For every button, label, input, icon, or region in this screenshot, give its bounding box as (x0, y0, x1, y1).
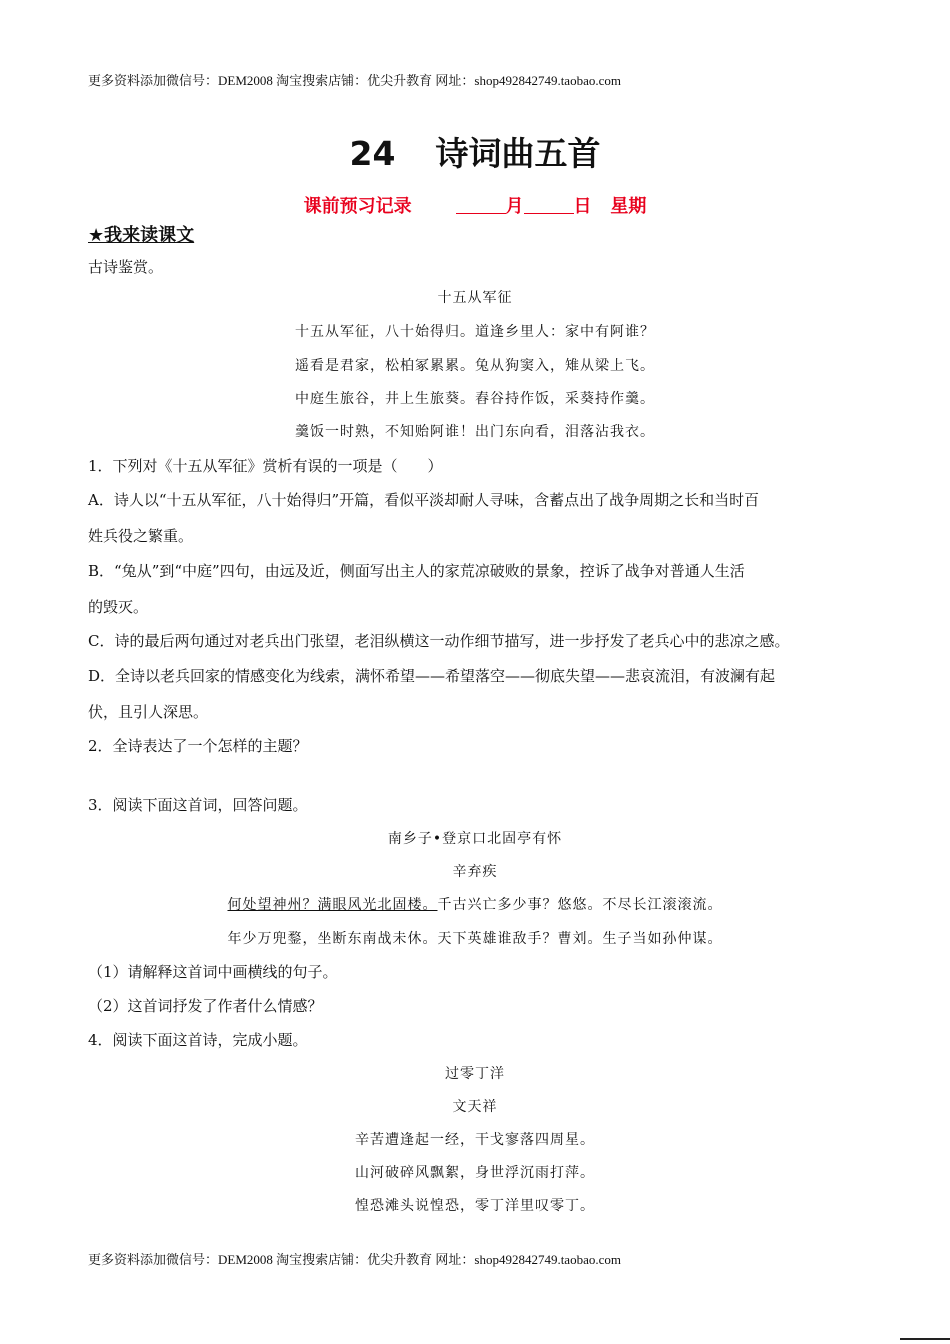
poem1-line: 羹饭一时熟，不知贻阿谁！出门东向看，泪落沾我衣。 (295, 424, 655, 440)
option-b: B．“兔从”到“中庭”四句，由远及近，侧面写出主人的家荒凉破败的景象，控诉了战争对普通人生活 (88, 562, 745, 580)
weekday-label: 星期 (610, 196, 647, 217)
option-d: D．全诗以老兵回家的情感变化为线索，满怀希望——希望落空——彻底失望——悲哀流泪，有波澜有起 (88, 667, 776, 685)
header-note: 更多资料添加微信号：DEM2008 淘宝搜索店铺：优尖升教育 网址：shop492842749.taobao.com (88, 73, 621, 88)
page-edge-rule (900, 1338, 950, 1340)
poem1-line: 十五从军征，八十始得归。道逢乡里人：家中有阿谁？ (295, 324, 655, 340)
poem1-line: 中庭生旅谷，井上生旅葵。舂谷持作饭，采葵持作羹。 (295, 391, 655, 407)
poem3-title: 过零丁洋 (445, 1066, 505, 1082)
poem2-line: 年少万兜鍪，坐断东南战未休。天下英雄谁敌手？曹刘。生子当如孙仲谋。 (227, 931, 723, 947)
poem3-line: 辛苦遭逢起一经，干戈寥落四周星。 (355, 1132, 595, 1148)
lesson-title: 诗词曲五首 (435, 134, 601, 173)
day-label: 日 (573, 196, 592, 217)
intro-text: 古诗鉴赏。 (88, 258, 164, 276)
poem3-author: 文天祥 (452, 1099, 498, 1115)
lesson-number: 24 (349, 134, 396, 173)
footer-note: 更多资料添加微信号：DEM2008 淘宝搜索店铺：优尖升教育 网址：shop492842749.taobao.com (88, 1252, 621, 1267)
page-title (0, 128, 950, 175)
question-3-sub2: （2）这首词抒发了作者什么情感？ (88, 997, 323, 1015)
underlined-sentence: 何处望神州？满眼风光北固楼。 (227, 897, 438, 913)
question-2: 2．全诗表达了一个怎样的主题？ (88, 737, 308, 755)
poem3-line: 惶恐滩头说惶恐，零丁洋里叹零丁。 (355, 1198, 595, 1214)
poem2-line: 何处望神州？满眼风光北固楼。千古兴亡多少事？悠悠。不尽长江滚滚流。 (227, 897, 723, 913)
preview-label: 课前预习记录 (303, 196, 412, 217)
poem3-line: 山河破碎风飘絮，身世浮沉雨打萍。 (355, 1165, 595, 1181)
month-label: 月 (505, 196, 524, 217)
section-heading: ★我来读课文 (88, 225, 195, 246)
poem1-title: 十五从军征 (437, 290, 513, 306)
month-blank (456, 197, 506, 214)
poem2-author: 辛弃疾 (452, 864, 498, 880)
option-a-cont: 姓兵役之繁重。 (88, 527, 194, 545)
question-1-stem: 1．下列对《十五从军征》赏析有误的一项是（ ） (88, 457, 443, 475)
preview-record (0, 192, 950, 218)
question-3-sub1: （1）请解释这首词中画横线的句子。 (88, 963, 338, 981)
poem2-title: 南乡子•登京口北固亭有怀 (387, 831, 563, 847)
option-b-cont: 的毁灭。 (88, 598, 149, 616)
option-d-cont: 伏，且引人深思。 (88, 703, 209, 721)
poem1-line: 遥看是君家，松柏冢累累。兔从狗窦入，雉从梁上飞。 (295, 358, 655, 374)
question-4-stem: 4．阅读下面这首诗，完成小题。 (88, 1031, 308, 1049)
question-3-stem: 3．阅读下面这首词，回答问题。 (88, 796, 308, 814)
option-a: A．诗人以“十五从军征，八十始得归”开篇，看似平淡却耐人寻味，含蓄点出了战争周期之长和当时百 (88, 491, 760, 509)
day-blank (524, 197, 574, 214)
option-c: C．诗的最后两句通过对老兵出门张望，老泪纵横这一动作细节描写，进一步抒发了老兵心中的悲凉之感。 (88, 632, 790, 650)
